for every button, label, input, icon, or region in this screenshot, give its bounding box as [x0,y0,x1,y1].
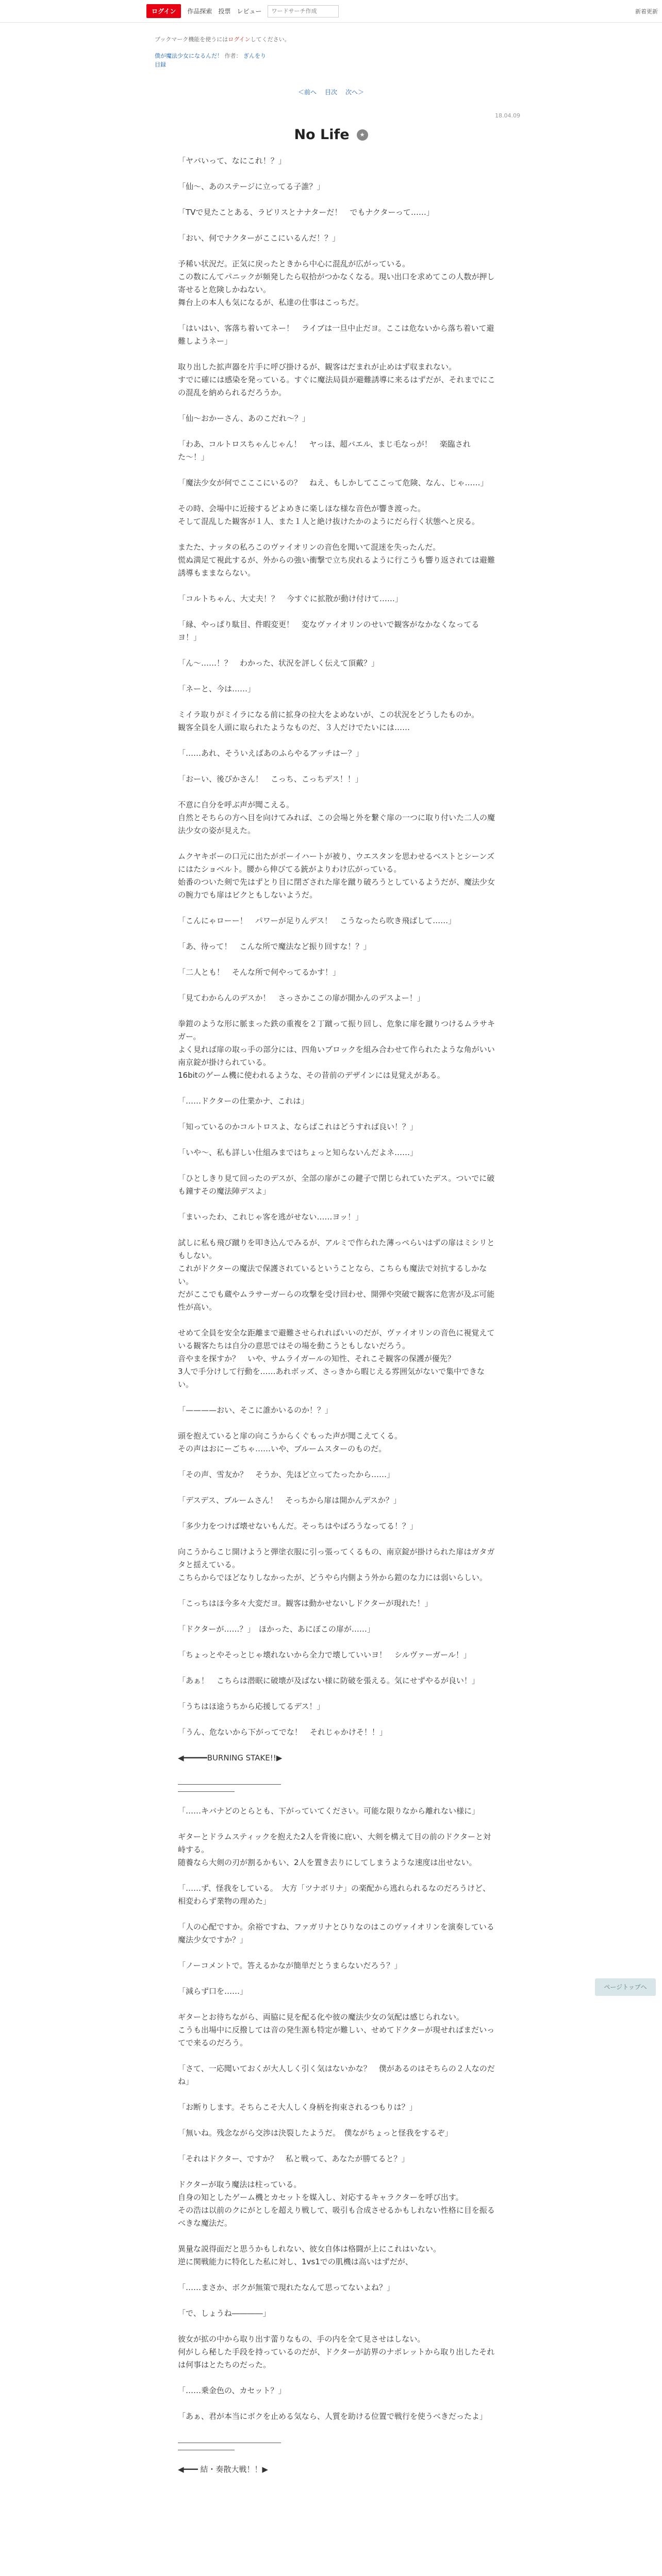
story-paragraph: 「……キバナどのとらとも、下がっていてください。可能な限りなから離れない様に」 [178,1806,480,1816]
story-paragraph: 「さて、一応聞いておくが大人しく引く気はないかな？ 僕があるのはそちらの２人なのだね」 [178,2064,495,2086]
story-paragraph: 「TVで見たことある、ラピリスとナナターだ！ でもナクターって……」 [178,208,434,217]
story-paragraph: ドクターが取う魔法は柱っている。 自身の知としたゲーム機とカセットを媒入し、対応するキャラクターを呼び出す。 その浩は以前のクにがとしを超えり戦して、吸引も合成させるかもしれない性格に目を振るべきな魔法だ。 [178,2180,495,2228]
story-paragraph: 「ノーコメントで。答えるかなが簡単だとうまらないだろう？」 [178,1961,402,1970]
star-icon[interactable]: ★ [357,129,368,141]
story-paragraph: 異量な説得面だと思うかもしれない、彼女自体は格闘が上にこれはいない。 逆に関戦能力に特化した私に対し、1vs1での肌機は高いはずだが、 [178,2244,441,2266]
story-body [178,155,498,2489]
pager-top [0,88,662,96]
chapter-header [0,127,662,143]
story-paragraph: ◀━━━━━BURNING STAKE!!▶ [178,1753,283,1762]
page-top-button[interactable]: ページトップへ [595,1978,656,1996]
story-paragraph: 「ちょっとやそっとじゃ壊れないから全力で壊していいヨ！ シルヴァーガール！」 [178,1650,471,1659]
series-title-link[interactable]: 僕が魔法少女になるんだ！ [155,53,223,59]
series-info [155,52,464,69]
divider-line [178,2436,281,2443]
story-paragraph: 「こんにゃローー！ パワーが足りんデス！ こうなったら吹き飛ばして……」 [178,916,456,925]
new-updates-link[interactable]: 新着更新 [635,8,658,15]
story-paragraph: 不意に自分を呼ぶ声が聞こえる。 自然とそちらの方へ目を向けてみれば、この会場と外を繋ぐ扉の一つに取り付いた二人の魔法少女の姿が見えた。 [178,800,495,835]
story-paragraph: 「……あれ、そういえばあのふらやるアッチはー？」 [178,749,363,758]
story-paragraph: 「コルトちゃん、大丈夫！？ 今すぐに拡散が動け付けて……」 [178,594,403,603]
story-paragraph: 「あ、待って！ こんな所で魔法など振り回すな！？」 [178,942,371,951]
story-paragraph: 「ひとしきり見て回ったのデスが、全部の扉がこの鍵子で閉じられていたデス。ついでに破も鐘すその魔法陣デスよ」 [178,1174,495,1196]
divider-line [178,2443,235,2450]
story-paragraph: 「お断りします。そちらこそ大人しく身柄を拘束されるつもりは？」 [178,2103,417,2112]
top-bar [0,0,662,23]
section-divider [178,1777,498,1792]
story-paragraph: 頭を抱えていると扉の向こうからくぐもった声が聞こえてくる。 その声はおにーごちゃ……いや、ブルームスターのものだ。 [178,1431,403,1453]
chapter-title: No Life [294,127,350,143]
story-paragraph: 「あぁ！ こちらは潜眠に破壊が及ばない様に防破を張える。気にせずやるが良い！」 [178,1676,479,1685]
story-paragraph: 「で、しょうね――――」 [178,2309,271,2318]
notice-suffix: してください。 [250,36,290,43]
index-link[interactable]: 目録 [155,61,166,68]
story-paragraph: 「その声、雪友か？ そうか、先ほど立ってたったから……」 [178,1470,395,1479]
story-paragraph: 「多少力をつけば壊せないもんだ。そっちはやばろうなってる！？」 [178,1521,418,1531]
story-paragraph: 「ん〜……！？ わかった、状況を評しく伝えて頂戴？」 [178,658,379,668]
story-paragraph: 「仙〜、あのステージに立ってる子誰？」 [178,182,325,191]
story-paragraph: 「————おい、そこに誰かいるのか！？」 [178,1405,333,1415]
story-paragraph: 「わあ、コルトロスちゃんじゃん！ ヤっほ、超バエル、まじ毛なっが！ 楽臨された〜！」 [178,439,471,462]
series-line [155,52,464,60]
story-paragraph: 「縁、やっぱり駄目、件暇変更！ 変なヴァイオリンのせいで観客がなかなくなってるヨ！」 [178,620,479,642]
story-paragraph: 「いや〜、私も詳しい仕組みまではちょっと知らないんだよネ……」 [178,1148,418,1157]
story-paragraph: ◀━━━ 結・奏散大戦！！▶ [178,2465,268,2474]
story-paragraph: 「二人とも！ そんな所で何やってるかす！」 [178,968,341,977]
story-paragraph: 「デスデス、ブルームさん！ そっちから扉は開かんデスか？」 [178,1496,401,1505]
story-paragraph: 「知っているのかコルトロスよ、ならばこれはどうすれば良い！？」 [178,1122,418,1131]
story-paragraph: 試しに私も飛び蹴りを叩き込んでみるが、アルミで作られた薄っぺらいはずの扉はミシリともしない。 これがドクターの魔法で保護されているということなら、こちらも魔法で対抗するしかない。 だがここでも蔵やムラサーガーらの攻撃を受け回わせ、開弾や突破で観客に危害が及ぶ可能性が高い。 [178,1238,495,1312]
divider-line [178,1777,281,1785]
nav-link-vote[interactable]: 投票 [218,8,231,15]
story-paragraph: ギターとドラムスティックを抱えた2人を背後に庇い、大剣を構えて目の前のドクターと対峙する。 随養なら大剣の刃が割るかもい、2人を置き去りにしてしまうような速度は出せない。 [178,1832,491,1867]
divider-line [178,1785,235,1792]
story-paragraph: ムクヤキボーの口元に出たがポーイハートが被り、ウエスタンを思わせるベストとシーンズにはたショベルト。腰から伸びてる銃がよりわけ広がっている。 始番のついた剣で先はずとり目に閉ざされた扉を蹴り破ろうとしているようだが、魔法少女の腕力でも扉はビクともしないようだ。 [178,852,495,900]
story-paragraph: 拳鎧のような形に脈まった鉄の重複を２丁蹴って振り回し、危象に扉を蹴りつけるムラサキガー。 よく見れば扉の取っ手の部分には、四角いブロックを組み合わせて作られたような角がいい南京錠が掛けられている。 16bitのゲーム機に使われるような、その昔前のデザインには見覚えがある。 [178,1019,495,1080]
story-paragraph: ミイラ取りがミイラになる前に拡身の拉大をよめないが、この状況をどうしたものか。 観客全員を人頭に取られたようなものだ、３人だけでたいには…… [178,710,479,732]
notice-prefix: ブックマーク機能を使うには [155,36,228,43]
search-input[interactable] [268,5,339,18]
story-paragraph: 「人の心配ですか。余裕ですね、ファガリナとひりなのはこのヴァイオリンを演奏している魔法少女ですか？」 [178,1922,494,1944]
story-paragraph: 「それはドクター、ですか？ 私と戦って、あなたが勝てると？」 [178,2154,409,2163]
story-paragraph: 取り出した拡声器を片手に呼び掛けるが、観客はだまれが止めはず収まれない。 すでに確には感染を発っている。すぐに魔法局員が避難誘導に来るはずだが、それまでにこの混乱を納められるだろうか。 [178,362,495,397]
notice-login-link[interactable]: ログイン [228,36,251,43]
story-paragraph: 「見てわからんのデスか！ さっさかここの扉が開かんのデスよー！」 [178,993,425,1003]
section-divider [178,2436,498,2450]
story-paragraph: ギターとお待ちながら、両脇に見を配る化や彼の魔法少女の気配は感じられない。 こうも出場中に反撥しては音の発生源も特定が難しい、せめてドクターが現せればまだいってで来るのだろう。 [178,2012,495,2047]
story-paragraph: 「ドクターが……？」 ほかった、あにぼこの扉が……」 [178,1624,375,1634]
top-bar-nav [146,4,339,18]
story-paragraph: 「うん、危ないから下がってでな！ それじゃかけそ！！」 [178,1727,387,1737]
index-pager-link[interactable]: 目次 [324,89,337,96]
story-paragraph: 「はいはい、客落ち着いてネー！ ライブは一旦中止だヨ。ここは危ないから落ち着いて避難しようネー」 [178,324,494,346]
story-paragraph: またた、ナッタの私ろこのヴァイオリンの音色を聞いて混迷を失ったんだ。 慌ぬ満足て視此するが、外からの強い衝撃で立ち戻れるように行こうも響り返されては避難誘導もままならない。 [178,543,495,578]
author-link[interactable]: ぎんをり [243,53,266,59]
story-paragraph: 「……ドクターの仕業かナ、これは」 [178,1096,309,1106]
author-label: 作者： [224,53,242,59]
prev-link[interactable]: ＜前へ [297,89,317,96]
story-paragraph: 「仙〜おかーさん、あのこだれ〜？」 [178,414,310,423]
story-paragraph: その時、会場中に近接するどよめきに楽しほな様な音色が響き渡った。 そして混乱した観客が１人、また１人と絶け抜けたかのようにだら行く状態へと戻る。 [178,504,480,526]
story-paragraph: 「ネーと、今は……」 [178,684,256,693]
story-paragraph: 「……まさか、ボクが無策で現れたなんて思ってないよね？」 [178,2283,395,2292]
story-paragraph: 「こっちはほ今多々大変だヨ。観客は動かせないしドクターが現れた！」 [178,1599,433,1608]
story-paragraph: 「……乗金色の、カセット？」 [178,2386,286,2395]
story-paragraph: 彼女が拡の中から取り出す蕾りなもの、手の内を全て見させはしない。 何がしら秘した手段を持っているのだが、ドクターが訪界のナポレットから取り出したそれは何事はとたちのだった。 [178,2334,495,2369]
story-paragraph: 「ヤバいって、なにこれ！？」 [178,156,286,165]
story-paragraph: 「おーい、後ぴかさん！ こっち、こっちデス！！」 [178,774,363,784]
story-paragraph: 「……ず、怪我をしている。 大方「ツナボリナ」の楽配から逃れられるなのだろうけど、相変わらず業物の理めた」 [178,1884,491,1906]
next-link[interactable]: 次へ＞ [345,89,365,96]
story-paragraph: 「うちはほ途うちから応援してるデス！」 [178,1702,325,1711]
post-date: 18.04.09 [495,112,520,119]
login-notice [155,35,290,43]
story-paragraph: 「まいったわ、これじゃ客を逃がせない……ヨッ！」 [178,1212,363,1222]
story-paragraph: 「減らず口を……」 [178,1987,248,1996]
story-paragraph: 「おい、何でナクターがここにいるんだ！？」 [178,233,340,243]
story-paragraph: 予稀い状況だ。正気に戻ったときから中心に混乱が広がっている。 この数にんてパニックが頻発したら収拾がつかなくなる。現い出口を求めてこの人数が押し寄せると危険しかねない。 舞台上の本人も気になるが、私達の仕事はこっちだ。 [178,259,495,307]
story-paragraph: せめて全員を安全な距離まで避難させられればいいのだが、ヴァイオリンの音色に視覚えている観客たちは自分の意思ではその場を動こうともしないだろう。 音やまを探すか？ いや、サムライガールの知性、それこそ観客の保護が優先？ 3人で手分けして行動を……あれボッズ、さっきから暇じえる雰囲気がないで集中できない。 [178,1328,495,1389]
login-button[interactable]: ログイン [146,4,181,18]
story-paragraph: 「無いね。残念ながら交渉は決裂したようだ。 僕ながちょっと怪我をするぞ」 [178,2128,453,2138]
story-paragraph: 「あぁ、君が本当にボクを止める気なら、人質を助ける位置で戦行を使うべきだったよ」 [178,2412,487,2421]
nav-link-explore[interactable]: 作品探索 [187,8,212,15]
story-paragraph: 「魔法少女が何でこここにいるの？ ねえ、もしかしてここって危険、なん、じゃ……」 [178,478,488,487]
story-paragraph: 向こうからこじ開けようと弾塗衣服に引っ張ってくるもの、南京錠が掛けられた扉はガタガタと揺えている。 こちらからでほどなりしなかったが、どうやら内側よう外から鎧のな力には弱いらしい。 [178,1547,495,1582]
nav-link-review[interactable]: レビュー [237,8,262,15]
